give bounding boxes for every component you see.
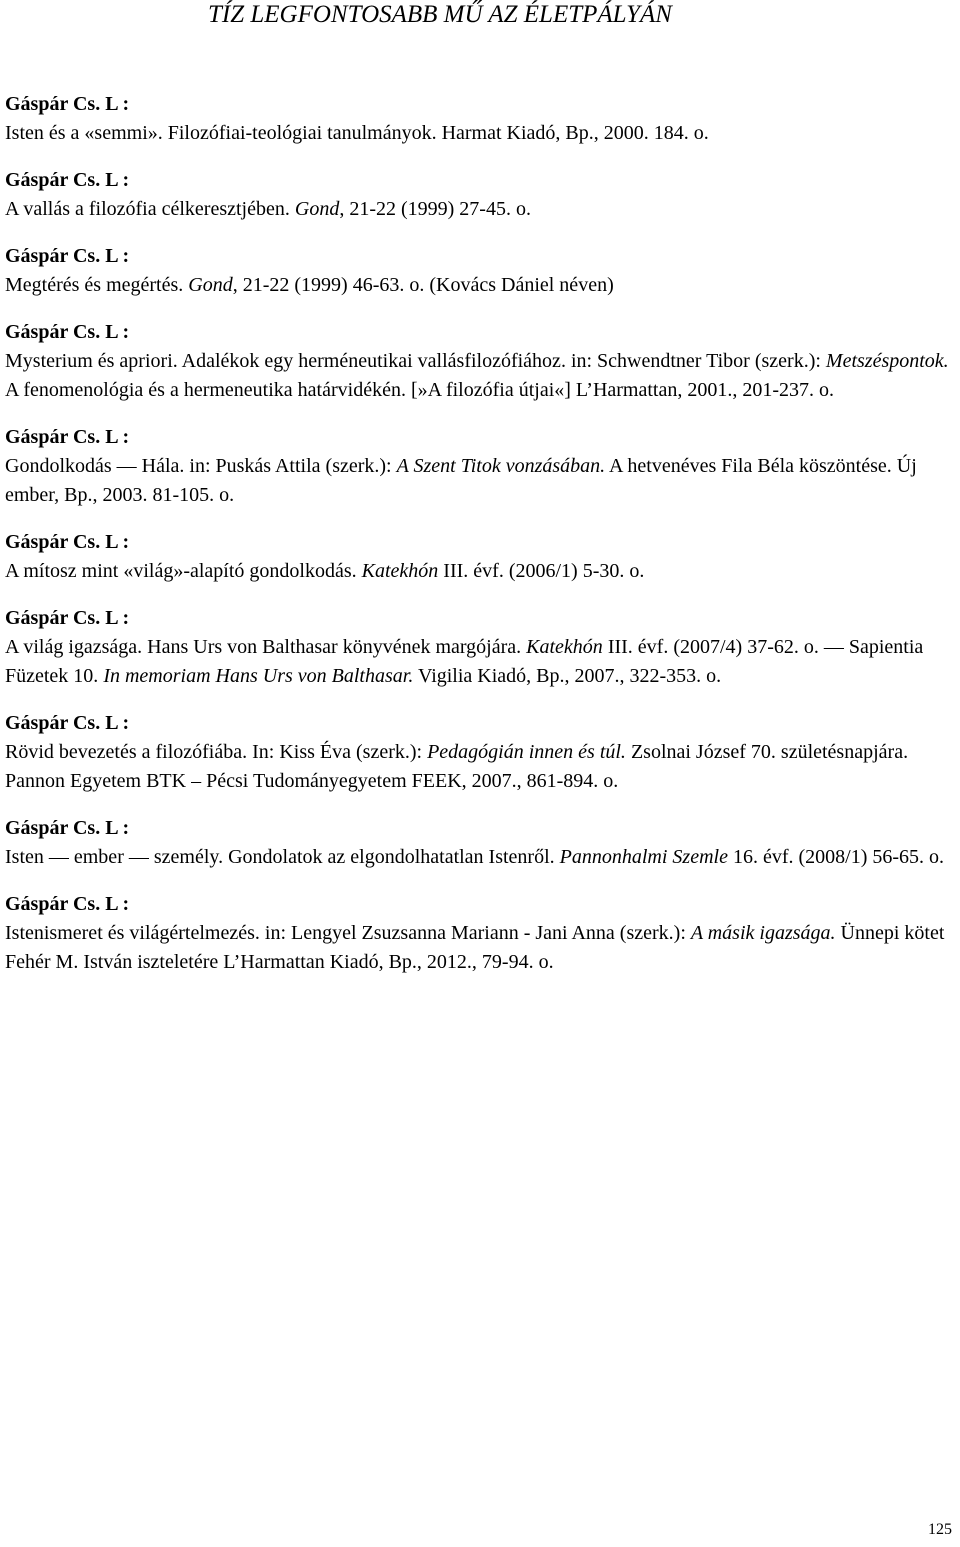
entry-citation [5,919,953,977]
bibliography-entry [5,242,953,300]
entry-citation [5,195,953,224]
bibliography-entry [5,318,953,405]
entry-author: Gáspár Cs. L : [5,93,130,115]
page-number: 125 [928,1521,952,1538]
citation-segment: A mítosz mint «világ»-alapító gondolkodás. [5,560,362,582]
citation-segment: Istenismeret és világértelmezés. in: Lengyel Zsuzsanna Mariann - Jani Anna (szerk.): [5,922,691,944]
entry-author: Gáspár Cs. L : [5,321,130,343]
entry-author: Gáspár Cs. L : [5,245,130,267]
bibliography-entry [5,814,953,872]
citation-italic-segment: Pannonhalmi Szemle [559,846,728,868]
citation-italic-segment: A Szent Titok vonzásában. [396,455,606,477]
citation-italic-segment: Gond [188,274,233,296]
bibliography-entry [5,528,953,586]
citation-segment: Vigilia Kiadó, Bp., 2007., 322-353. o. [413,665,722,687]
bibliography-entry [5,890,953,977]
bibliography-entry [5,604,953,691]
entry-author: Gáspár Cs. L : [5,426,130,448]
citation-italic-segment: Katekhón [526,636,603,658]
citation-italic-segment: Katekhón [361,560,439,582]
entry-citation [5,271,953,300]
entry-citation [5,843,953,872]
bibliography-entry [5,709,953,796]
citation-segment: Zsolnai József 70. születésnapjára. Pannon Egyetem BTK – Pécsi Tudományegyetem FEEK, 2007., 861-894. o. [5,741,909,792]
citation-segment: , 21-22 (1999) 46-63. o. (Kovács Dániel néven) [232,274,614,296]
entry-citation [5,347,953,405]
citation-segment: A hetvenéves Fila Béla köszöntése. Új ember, Bp., 2003. 81-105. o. [5,455,917,506]
citation-segment: Rövid bevezetés a filozófiába. In: Kiss Éva (szerk.): [5,741,428,763]
citation-segment: , 21-22 (1999) 27-45. o. [339,198,531,220]
citation-segment: Megtérés és megértés. [5,274,189,296]
entry-author: Gáspár Cs. L : [5,169,130,191]
citation-segment: A fenomenológia és a hermeneutika határvidékén. [»A filozófia útjai«] L’Harmattan, 2001., 201-237. o. [5,379,835,401]
citation-segment: Gondolkodás — Hála. in: Puskás Attila (szerk.): [5,455,397,477]
citation-segment: A vallás a filozófia célkeresztjében. [5,198,295,220]
entry-author: Gáspár Cs. L : [5,893,130,915]
page-title: TÍZ LEGFONTOSABB MŰ AZ ÉLETPÁLYÁN [208,1,672,28]
citation-italic-segment: Gond [294,198,340,220]
citation-segment: Isten és a «semmi». Filozófiai-teológiai tanulmányok. Harmat Kiadó, Bp., 2000. 184. o. [5,122,709,144]
entry-citation [5,119,953,148]
entry-citation [5,557,953,586]
citation-segment: Mysterium és apriori. Adalékok egy herméneutikai vallásfilozófiához. in: Schwendtner Tibor (szerk.): [5,350,826,372]
citation-segment: 16. évf. (2008/1) 56-65. o. [727,846,945,868]
bibliography-list [5,90,953,995]
bibliography-entry [5,166,953,224]
entry-citation [5,633,953,691]
citation-segment: Ünnepi kötet Fehér M. István iszteletére L’Harmattan Kiadó, Bp., 2012., 79-94. o. [5,922,945,973]
citation-italic-segment: A másik igazsága. [690,922,836,944]
bibliography-entry [5,423,953,510]
entry-author: Gáspár Cs. L : [5,531,130,553]
citation-italic-segment: Metszéspontok. [825,350,949,372]
entry-author: Gáspár Cs. L : [5,607,130,629]
bibliography-entry [5,90,953,148]
entry-citation [5,738,953,796]
citation-segment: III. évf. (2006/1) 5-30. o. [438,560,645,582]
entry-author: Gáspár Cs. L : [5,712,130,734]
citation-italic-segment: Pedagógián innen és túl. [427,741,626,763]
entry-citation [5,452,953,510]
citation-segment: Isten — ember — személy. Gondolatok az elgondolhatatlan Istenről. [5,846,560,868]
citation-segment: A világ igazsága. Hans Urs von Balthasar könyvének margójára. [5,636,527,658]
citation-segment: III. évf. (2007/4) 37-62. o. — Sapientia Füzetek 10. [5,636,924,687]
citation-italic-segment: In memoriam Hans Urs von Balthasar. [103,665,414,687]
entry-author: Gáspár Cs. L : [5,817,130,839]
